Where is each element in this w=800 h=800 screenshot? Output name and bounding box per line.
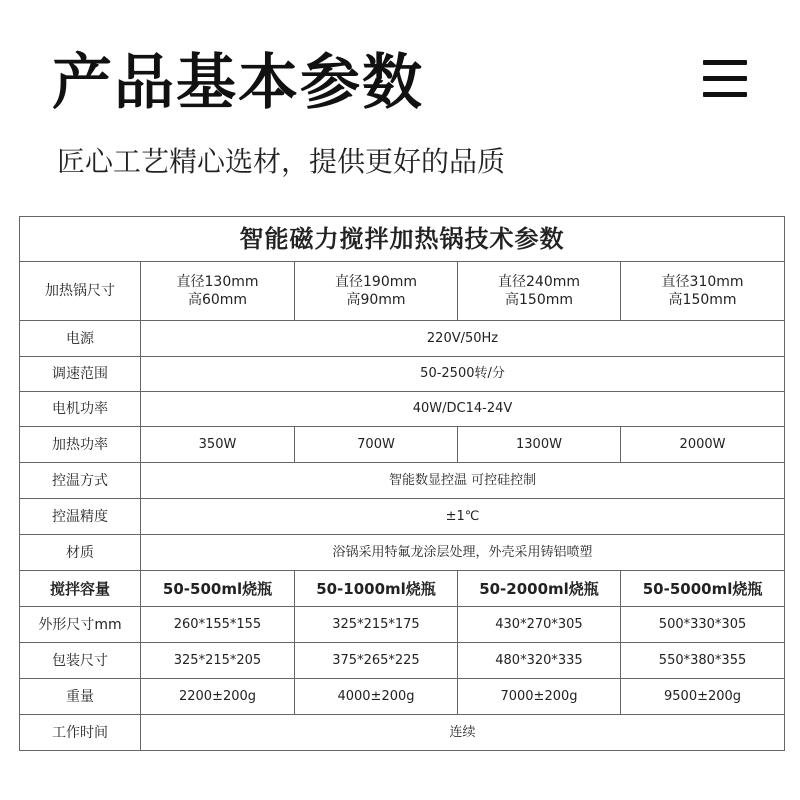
table-row-work-time <box>20 715 785 751</box>
row-value: 浴锅采用特氟龙涂层处理，外壳采用铸铝喷塑 <box>141 535 785 571</box>
size-cell <box>621 262 785 321</box>
menu-bar-middle <box>703 76 747 81</box>
weight-cell: 7000±200g <box>458 679 621 715</box>
dimensions-cell: 500*330*305 <box>621 607 785 643</box>
weight-cell: 4000±200g <box>295 679 458 715</box>
size-height: 高60mm <box>187 292 248 308</box>
size-height: 高150mm <box>668 292 737 308</box>
row-label: 电机功率 <box>20 392 141 427</box>
row-value: 40W/DC14-24V <box>141 392 785 427</box>
size-height: 高150mm <box>505 292 573 308</box>
spec-table <box>19 216 785 751</box>
size-cell <box>295 262 458 321</box>
row-label: 加热功率 <box>20 427 141 463</box>
table-row-speed-range <box>20 357 785 392</box>
dimensions-cell: 325*215*175 <box>295 607 458 643</box>
heating-power-cell: 350W <box>141 427 295 463</box>
menu-bar-bottom <box>703 92 747 97</box>
table-row-capacity <box>20 571 785 607</box>
dimensions-cell: 430*270*305 <box>458 607 621 643</box>
row-label: 控温方式 <box>20 463 141 499</box>
heating-power-cell: 2000W <box>621 427 785 463</box>
table-row-heating-power <box>20 427 785 463</box>
package-cell: 480*320*335 <box>458 643 621 679</box>
row-value: 50-2500转/分 <box>141 357 785 392</box>
page-title: 产品基本参数 <box>52 48 424 118</box>
table-row-dimensions <box>20 607 785 643</box>
row-value: 220V/50Hz <box>141 321 785 357</box>
table-caption: 智能磁力搅拌加热锅技术参数 <box>20 217 785 262</box>
size-height: 高90mm <box>346 292 406 308</box>
weight-cell: 9500±200g <box>621 679 785 715</box>
row-label: 外形尺寸mm <box>20 607 141 643</box>
table-row-temp-control <box>20 463 785 499</box>
table-row-power-supply <box>20 321 785 357</box>
page-subtitle: 匠心工艺精心选材，提供更好的品质 <box>57 145 506 178</box>
weight-cell: 2200±200g <box>141 679 295 715</box>
row-label: 材质 <box>20 535 141 571</box>
capacity-cell: 50-2000ml烧瓶 <box>458 571 621 607</box>
size-diameter: 直径130mm <box>176 274 259 290</box>
row-value: ±1℃ <box>141 499 785 535</box>
package-cell: 550*380*355 <box>621 643 785 679</box>
row-label: 加热锅尺寸 <box>20 262 141 321</box>
row-label: 重量 <box>20 679 141 715</box>
hamburger-menu-icon[interactable] <box>703 58 747 98</box>
table-row-package <box>20 643 785 679</box>
capacity-cell: 50-500ml烧瓶 <box>141 571 295 607</box>
table-row-motor-power <box>20 392 785 427</box>
table-row-size <box>20 262 785 321</box>
menu-bar-top <box>703 60 747 65</box>
row-label: 调速范围 <box>20 357 141 392</box>
row-label: 包装尺寸 <box>20 643 141 679</box>
table-row-weight <box>20 679 785 715</box>
dimensions-cell: 260*155*155 <box>141 607 295 643</box>
package-cell: 375*265*225 <box>295 643 458 679</box>
size-cell <box>458 262 621 321</box>
size-cell <box>141 262 295 321</box>
size-diameter: 直径190mm <box>335 274 417 290</box>
table-row-material <box>20 535 785 571</box>
table-row-temp-accuracy <box>20 499 785 535</box>
size-diameter: 直径310mm <box>661 274 744 290</box>
heating-power-cell: 700W <box>295 427 458 463</box>
size-diameter: 直径240mm <box>498 274 580 290</box>
package-cell: 325*215*205 <box>141 643 295 679</box>
heating-power-cell: 1300W <box>458 427 621 463</box>
row-label: 控温精度 <box>20 499 141 535</box>
capacity-cell: 50-5000ml烧瓶 <box>621 571 785 607</box>
capacity-cell: 50-1000ml烧瓶 <box>295 571 458 607</box>
row-value: 连续 <box>141 715 785 751</box>
row-label: 工作时间 <box>20 715 141 751</box>
row-label: 搅拌容量 <box>20 571 141 607</box>
row-label: 电源 <box>20 321 141 357</box>
row-value: 智能数显控温 可控硅控制 <box>141 463 785 499</box>
